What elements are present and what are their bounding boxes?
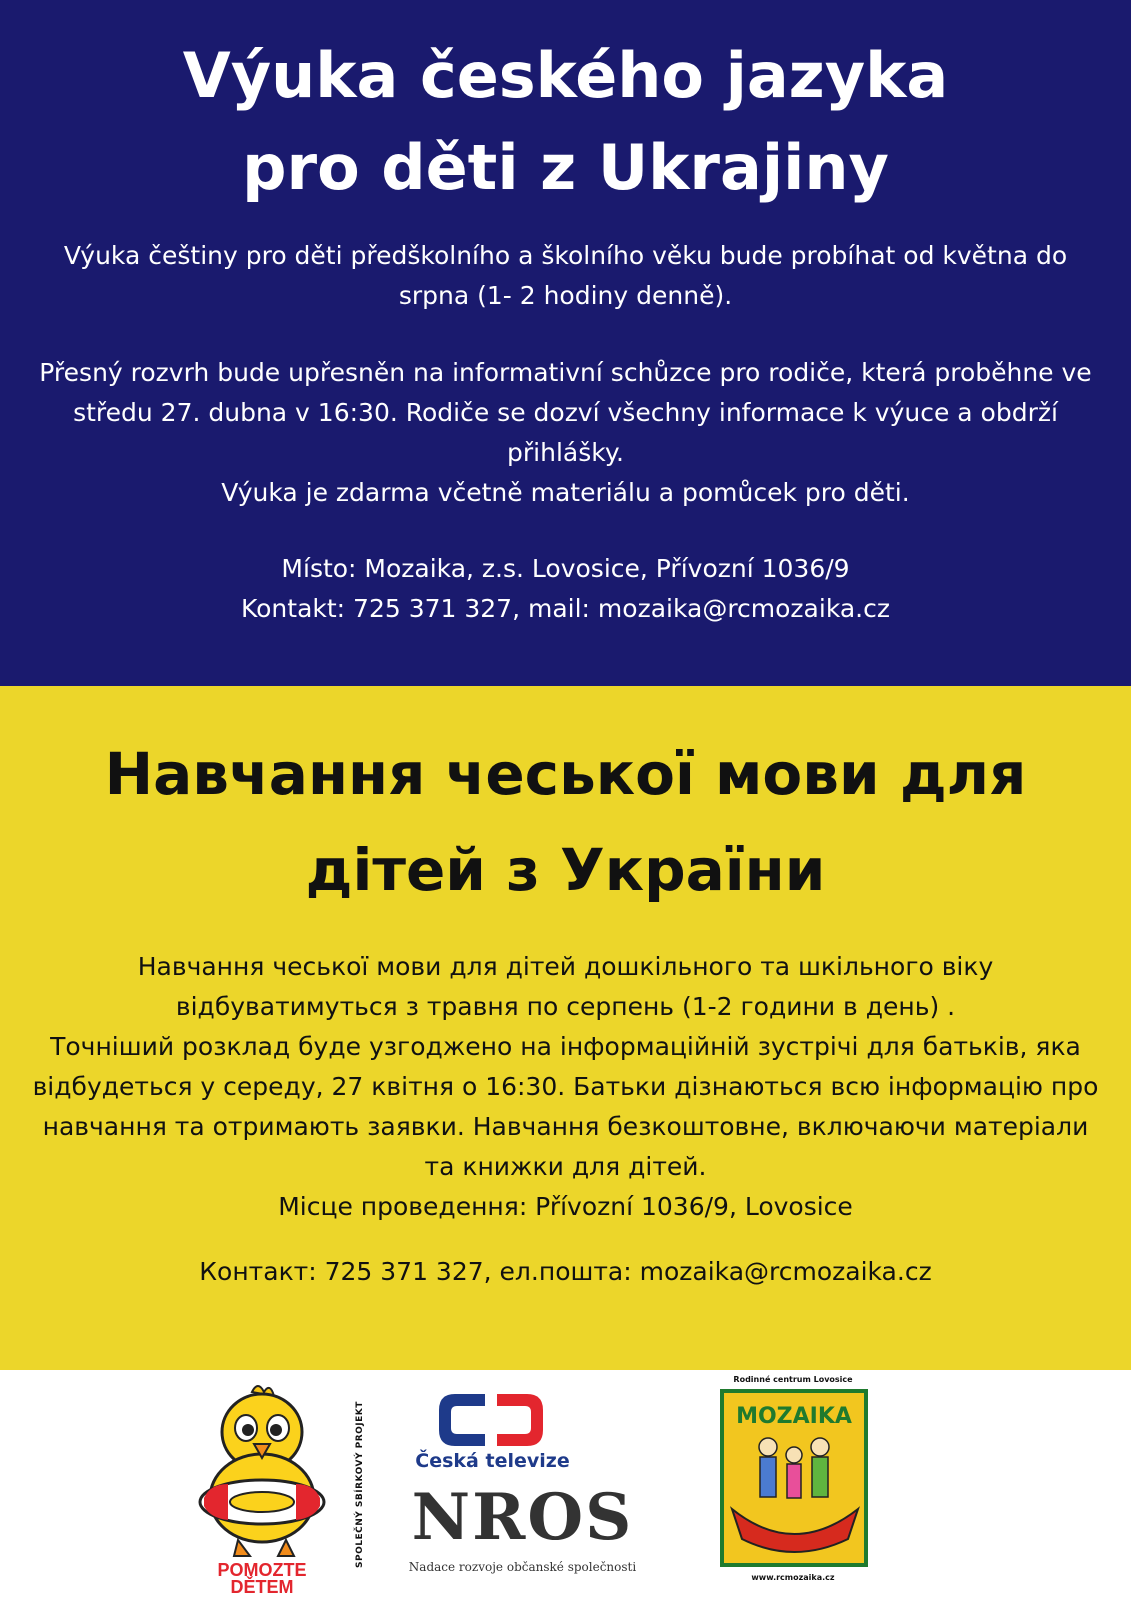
- czech-place: Místo: Mozaika, z.s. Lovosice, Přívozní 1036/9: [281, 554, 850, 583]
- czech-p1-line-2: srpna (1- 2 hodiny denně).: [398, 281, 733, 310]
- pomozte-detem-logo: [190, 1380, 335, 1595]
- ukrainian-title-line-2: дітей з України: [305, 836, 826, 904]
- nros-name: NROS: [411, 1480, 634, 1555]
- ukrainian-paragraph: [0, 947, 1131, 1227]
- czech-section: [0, 0, 1131, 686]
- nros-logo: [400, 1480, 645, 1590]
- czech-title: [0, 30, 1131, 214]
- mozaika-artwork-icon: [720, 1389, 870, 1569]
- ukrainian-contact: Контакт: 725 371 327, ел.пошта: mozaika@rcmozaika.cz: [199, 1257, 932, 1286]
- mozaika-name: MOZAIKA: [736, 1404, 852, 1429]
- czech-p2-line-4: Výuka je zdarma včetně materiálu a pomůcek pro děti.: [221, 478, 910, 507]
- czech-contact: Kontakt: 725 371 327, mail: mozaika@rcmozaika.cz: [240, 594, 890, 623]
- project-label: SPOLEČNÝ SBÍRKOVÝ PROJEKT: [355, 1401, 365, 1569]
- ct-symbol-icon: [405, 1390, 580, 1450]
- pomozte-text-line-2: DĚTEM: [230, 1577, 294, 1595]
- chick-icon: [190, 1380, 335, 1595]
- ukrainian-p-line-3: Точніший розклад буде узгоджено на інформаційній зустрічі для батьків, яка: [50, 1032, 1081, 1061]
- sponsor-footer: [0, 1370, 1131, 1600]
- czech-p2-line-1: Přesný rozvrh bude upřesněn na informativní schůzce pro rodiče, která proběhne ve: [39, 358, 1092, 387]
- czech-contact-block: [0, 549, 1131, 629]
- nros-subtitle: Nadace rozvoje občanské společnosti: [408, 1560, 637, 1574]
- czech-p2-line-3: přihlášky.: [507, 438, 624, 467]
- ukrainian-p-line-5: навчання та отримають заявки. Навчання безкоштовне, включаючи матеріали: [42, 1112, 1089, 1141]
- czech-title-line-2: pro děti z Ukrajiny: [242, 131, 889, 204]
- ukrainian-title-line-1: Навчання чеської мови для: [104, 740, 1027, 808]
- czech-paragraph-1: [0, 236, 1131, 316]
- ceska-televize-logo: [405, 1390, 580, 1485]
- mozaika-url: www.rcmozaika.cz: [751, 1573, 835, 1582]
- pomozte-text-line-1: POMOZTE: [217, 1560, 307, 1580]
- ukrainian-contact-block: [0, 1252, 1131, 1292]
- czech-p1-line-1: Výuka češtiny pro děti předškolního a školního věku bude probíhat od května do: [63, 241, 1068, 270]
- mozaika-logo: [718, 1375, 868, 1595]
- czech-paragraph-2: [0, 353, 1131, 513]
- ukrainian-p-line-7: Місце проведення: Přívozní 1036/9, Lovosice: [278, 1192, 853, 1221]
- ukrainian-p-line-2: відбуватимуться з травня по серпень (1-2 години в день) .: [175, 992, 956, 1021]
- ct-name: Česká televize: [415, 1450, 570, 1472]
- ukrainian-title: [0, 726, 1131, 918]
- czech-p2-line-2: středu 27. dubna v 16:30. Rodiče se dozví všechny informace k výuce a obdrží: [73, 398, 1058, 427]
- mozaika-top-text: Rodinné centrum Lovosice: [733, 1375, 853, 1384]
- ukrainian-p-line-1: Навчання чеської мови для дітей дошкільного та шкільного віку: [137, 952, 994, 981]
- ukrainian-p-line-6: та книжки для дітей.: [424, 1152, 707, 1181]
- ukrainian-p-line-4: відбудеться у середу, 27 квітня о 16:30. Батьки дізнаються всю інформацію про: [32, 1072, 1099, 1101]
- ukrainian-section: [0, 686, 1131, 1370]
- czech-title-line-1: Výuka českého jazyka: [182, 39, 949, 112]
